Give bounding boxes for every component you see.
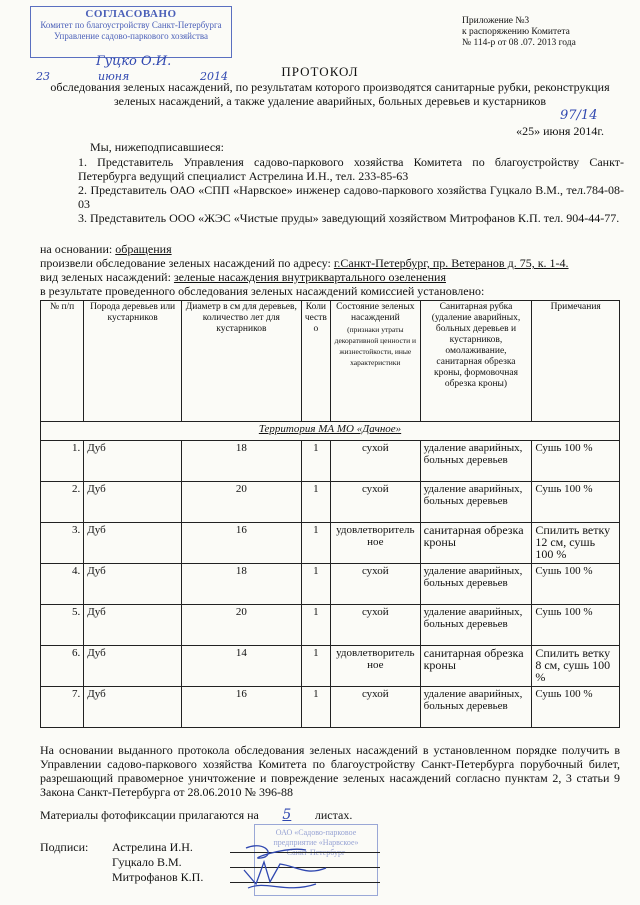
attachment-note (462, 16, 612, 49)
header-rubka: Санитарная рубка (удаление аварийных, больных деревьев и кустарников, омолаживание, санитарная обрезка кроны, формовочная обрезка кроны) (420, 301, 532, 422)
cell-state: сухой (331, 605, 421, 646)
document-title: ПРОТОКОЛ (281, 64, 359, 79)
cell-species: Дуб (84, 687, 182, 728)
header-note: Примечания (532, 301, 620, 422)
cell-count: 1 (301, 564, 330, 605)
stamp-line-committee: Комитет по благоустройству Санкт-Петербурга (40, 20, 222, 30)
territory-label: Территория МА МО «Дачное» (41, 422, 620, 441)
conclusion-text: На основании выданного протокола обследования зеленых насаждений в установленном порядке получить в Управлении садово-паркового хозяйства Комитета по благоустройству Санкт-Петербурга порубочный билет, разрешающий правомерное уничтожение и повреждение зеленых насаждений согласно пунктам 2, 3 статьи 9 Закона Санкт-Петербурга от 28.06.2010 № 396-88 (40, 743, 620, 799)
cell-species: Дуб (84, 482, 182, 523)
cell-num: 2. (41, 482, 84, 523)
signer-2: Гуцкало В.М. (112, 855, 182, 869)
cell-count: 1 (301, 646, 330, 687)
photos-suffix: листах. (311, 808, 353, 822)
cell-count: 1 (301, 523, 330, 564)
photos-line (40, 808, 352, 822)
cell-note: Сушь 100 % (532, 482, 620, 523)
stamp-line-department: Управление садово-паркового хозяйства (53, 31, 209, 41)
table-row (41, 605, 620, 646)
stamp-signature: Гуцко О.И. (96, 54, 172, 69)
cell-diameter: 20 (181, 605, 301, 646)
kind-line (40, 270, 446, 284)
cell-rubka: удаление аварийных, больных деревьев (420, 564, 532, 605)
cell-note: Сушь 100 % (532, 441, 620, 482)
table-row (41, 646, 620, 687)
approval-stamp (30, 6, 232, 58)
cell-rubka: удаление аварийных, больных деревьев (420, 441, 532, 482)
cell-diameter: 18 (181, 564, 301, 605)
member-3: 3. Представитель ООО «ЖЭС «Чистые пруды» заведующий хозяйством Митрофанов К.П. тел. 904-44-77. (78, 211, 620, 225)
cell-species: Дуб (84, 605, 182, 646)
kind-label: вид зеленых насаждений: (40, 270, 174, 284)
cell-num: 4. (41, 564, 84, 605)
cell-diameter: 18 (181, 441, 301, 482)
attachment-line-2: к распоряжению Комитета (462, 27, 570, 37)
cell-rubka: санитарная обрезка кроны (420, 646, 532, 687)
org-stamp-line-1: ОАО «Садово-парковое (275, 828, 357, 837)
stamp-date-year: 2014 (200, 70, 228, 83)
signatures-label: Подписи: (40, 840, 89, 854)
table-row (41, 482, 620, 523)
cell-species: Дуб (84, 646, 182, 687)
intro-text: Мы, нижеподписавшиеся: (90, 140, 224, 154)
header-species: Порода деревьев или кустарников (84, 301, 182, 422)
signature-astrelina (246, 846, 306, 858)
photos-count: 5 (282, 807, 292, 823)
cell-note: Спилить ветку 8 см, сушь 100 % (532, 646, 620, 687)
cell-state: сухой (331, 482, 421, 523)
member-1: 1. Представитель Управления садово-паркового хозяйства Комитета по благоустройству Санкт-Петербурга ведущий специалист Астрелина И.Н., тел. 233-85-63 (78, 155, 624, 183)
header-num: № п/п (41, 301, 84, 422)
table-row (41, 441, 620, 482)
table-row (41, 523, 620, 564)
attachment-line-3: № 114-р от 08 .07. 2013 года (462, 38, 576, 48)
cell-diameter: 16 (181, 523, 301, 564)
cell-species: Дуб (84, 523, 182, 564)
photos-prefix: Материалы фотофиксации прилагаются на (40, 808, 262, 822)
stamp-date-month: июня (98, 70, 130, 83)
cell-state: сухой (331, 441, 421, 482)
result-line: в результате проведенного обследования зеленых насаждений комиссией установлено: (40, 284, 485, 298)
cell-count: 1 (301, 441, 330, 482)
basis-value: обращения (115, 242, 172, 256)
cell-note: Сушь 100 % (532, 605, 620, 646)
cell-rubka: удаление аварийных, больных деревьев (420, 482, 532, 523)
table-header-row (41, 301, 620, 422)
inspection-table (40, 300, 620, 728)
table-row (41, 687, 620, 728)
org-stamp-line-3: Санкт-Петербург (286, 848, 346, 857)
cell-state: сухой (331, 687, 421, 728)
cell-note: Сушь 100 % (532, 687, 620, 728)
territory-row (41, 422, 620, 441)
cell-num: 5. (41, 605, 84, 646)
stamp-date-day: 23 (36, 70, 50, 83)
cell-diameter: 20 (181, 482, 301, 523)
protocol-date: «25» июня 2014г. (516, 124, 604, 138)
cell-state: сухой (331, 564, 421, 605)
cell-state: удовлетворитель ное (331, 646, 421, 687)
signature-gutskalo (244, 862, 326, 884)
kind-value: зеленые насаждения внутриквартального озеленения (173, 270, 446, 284)
address-label: произвели обследование зеленых насаждений по адресу: (40, 256, 334, 270)
basis-line (40, 242, 172, 256)
member-2: 2. Представитель ОАО «СПП «Нарвское» инженер садово-паркового хозяйства Гуцкало В.М., тел.784-08-03 (78, 183, 624, 211)
cell-num: 1. (41, 441, 84, 482)
header-count: Коли честв о (301, 301, 330, 422)
cell-num: 3. (41, 523, 84, 564)
org-stamp-line-2: предприятие «Нарвское» (273, 838, 359, 847)
header-state (331, 301, 421, 422)
cell-note: Спилить ветку 12 см, сушь 100 % (532, 523, 620, 564)
document-subtitle: обследования зеленых насаждений, по результатам которого производятся санитарные рубки, реконструкция зеленых насаждений, а также удаление аварийных, больных деревьев и кустарников (50, 80, 610, 108)
cell-rubka: удаление аварийных, больных деревьев (420, 687, 532, 728)
handwritten-signatures (236, 836, 346, 896)
signature-mitrofanov (248, 884, 316, 888)
header-diameter: Диаметр в см для деревьев, количество лет для кустарников (181, 301, 301, 422)
attachment-line-1: Приложение №3 (462, 16, 530, 26)
cell-count: 1 (301, 605, 330, 646)
cell-state: удовлетворитель ное (331, 523, 421, 564)
stamp-title: СОГЛАСОВАНО (85, 8, 177, 20)
cell-note: Сушь 100 % (532, 564, 620, 605)
table-row (41, 564, 620, 605)
cell-species: Дуб (84, 441, 182, 482)
cell-num: 6. (41, 646, 84, 687)
cell-diameter: 14 (181, 646, 301, 687)
header-state-note: (признаки утраты декоративной ценности и жизнестойкости, иные характеристики (334, 325, 416, 367)
members-list (78, 155, 624, 225)
cell-rubka: удаление аварийных, больных деревьев (420, 605, 532, 646)
cell-count: 1 (301, 687, 330, 728)
signer-1: Астрелина И.Н. (112, 840, 193, 854)
basis-label: на основании: (40, 242, 116, 256)
cell-num: 7. (41, 687, 84, 728)
cell-species: Дуб (84, 564, 182, 605)
signer-3: Митрофанов К.П. (112, 870, 204, 884)
cell-count: 1 (301, 482, 330, 523)
cell-rubka: санитарная обрезка кроны (420, 523, 532, 564)
handwritten-registration-number: 97/14 (560, 108, 598, 123)
cell-diameter: 16 (181, 687, 301, 728)
address-line (40, 256, 569, 270)
address-value: г.Санкт-Петербург, пр. Ветеранов д. 75, к. 1-4. (333, 256, 569, 270)
header-state-title: Состояние зеленых насаждений (336, 302, 415, 323)
